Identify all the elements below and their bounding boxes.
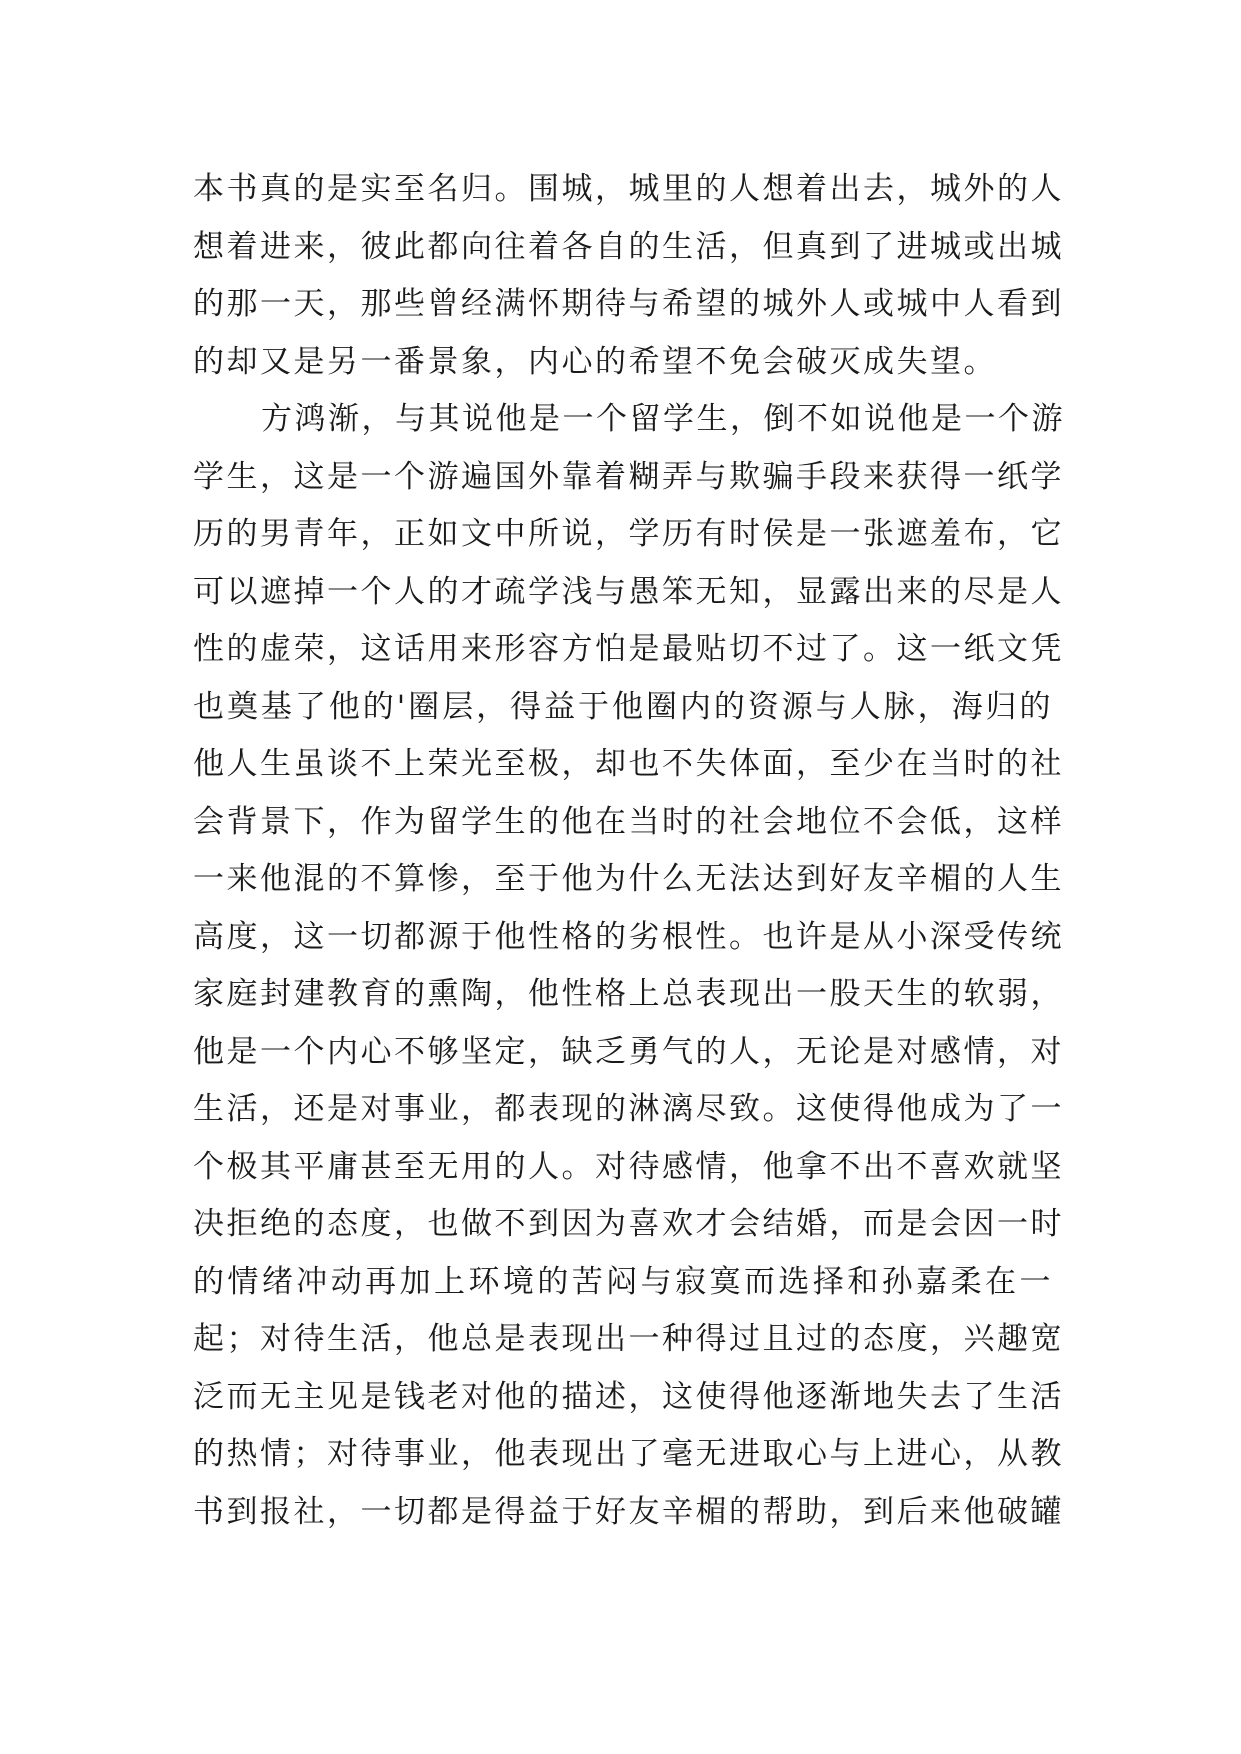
text-line: 家庭封建教育的熏陶，他性格上总表现出一股天生的软弱， [193, 976, 1064, 1012]
text-line: 高度，这一切都源于他性格的劣根性。也许是从小深受传统 [193, 918, 1064, 955]
text-line: 起；对待生活，他总是表现出一种得过且过的态度，兴趣宽 [193, 1321, 1064, 1357]
text-line: 决拒绝的态度，也做不到因为喜欢才会结婚，而是会因一时 [193, 1206, 1064, 1242]
text-line: 生活，还是对事业，都表现的淋漓尽致。这使得他成为了一 [193, 1091, 1064, 1127]
text-line: 学生，这是一个游遍国外靠着糊弄与欺骗手段来获得一纸学 [193, 458, 1064, 495]
text-line: 可以遮掉一个人的才疏学浅与愚笨无知，显露出来的尽是人 [193, 573, 1064, 610]
body-text [193, 161, 1065, 1541]
text-line: 想着进来，彼此都向往着各自的生活，但真到了进城或出城 [193, 228, 1064, 265]
text-line: 也奠基了他的'圈层，得益于他圈内的资源与人脉，海归的 [193, 688, 1053, 725]
text-line: 的却又是另一番景象，内心的希望不免会破灭成失望。 [193, 343, 997, 380]
text-line: 会背景下，作为留学生的他在当时的社会地位不会低，这样 [193, 803, 1064, 840]
text-line: 的那一天，那些曾经满怀期待与希望的城外人或城中人看到 [193, 286, 1064, 322]
paragraph-first-line: 方鸿渐，与其说他是一个留学生，倒不如说他是一个游 [261, 401, 1065, 437]
text-line: 本书真的是实至名归。围城，城里的人想着出去，城外的人 [193, 171, 1064, 207]
text-line: 个极其平庸甚至无用的人。对待感情，他拿不出不喜欢就坚 [193, 1148, 1064, 1185]
text-line: 历的男青年，正如文中所说，学历有时侯是一张遮羞布，它 [193, 516, 1064, 552]
text-line: 他是一个内心不够坚定，缺乏勇气的人，无论是对感情，对 [193, 1033, 1064, 1070]
text-line: 的情绪冲动再加上环境的苦闷与寂寞而选择和孙嘉柔在一 [193, 1263, 1053, 1300]
text-line: 泛而无主见是钱老对他的描述，这使得他逐渐地失去了生活 [193, 1378, 1064, 1415]
text-line: 的热情；对待事业，他表现出了毫无进取心与上进心，从教 [193, 1436, 1064, 1472]
text-line: 他人生虽谈不上荣光至极，却也不失体面，至少在当时的社 [193, 746, 1064, 782]
text-line: 一来他混的不算惨，至于他为什么无法达到好友辛楣的人生 [193, 861, 1064, 897]
text-line: 性的虚荣，这话用来形容方怕是最贴切不过了。这一纸文凭 [193, 631, 1064, 667]
text-line: 书到报社，一切都是得益于好友辛楣的帮助，到后来他破罐 [193, 1493, 1064, 1530]
